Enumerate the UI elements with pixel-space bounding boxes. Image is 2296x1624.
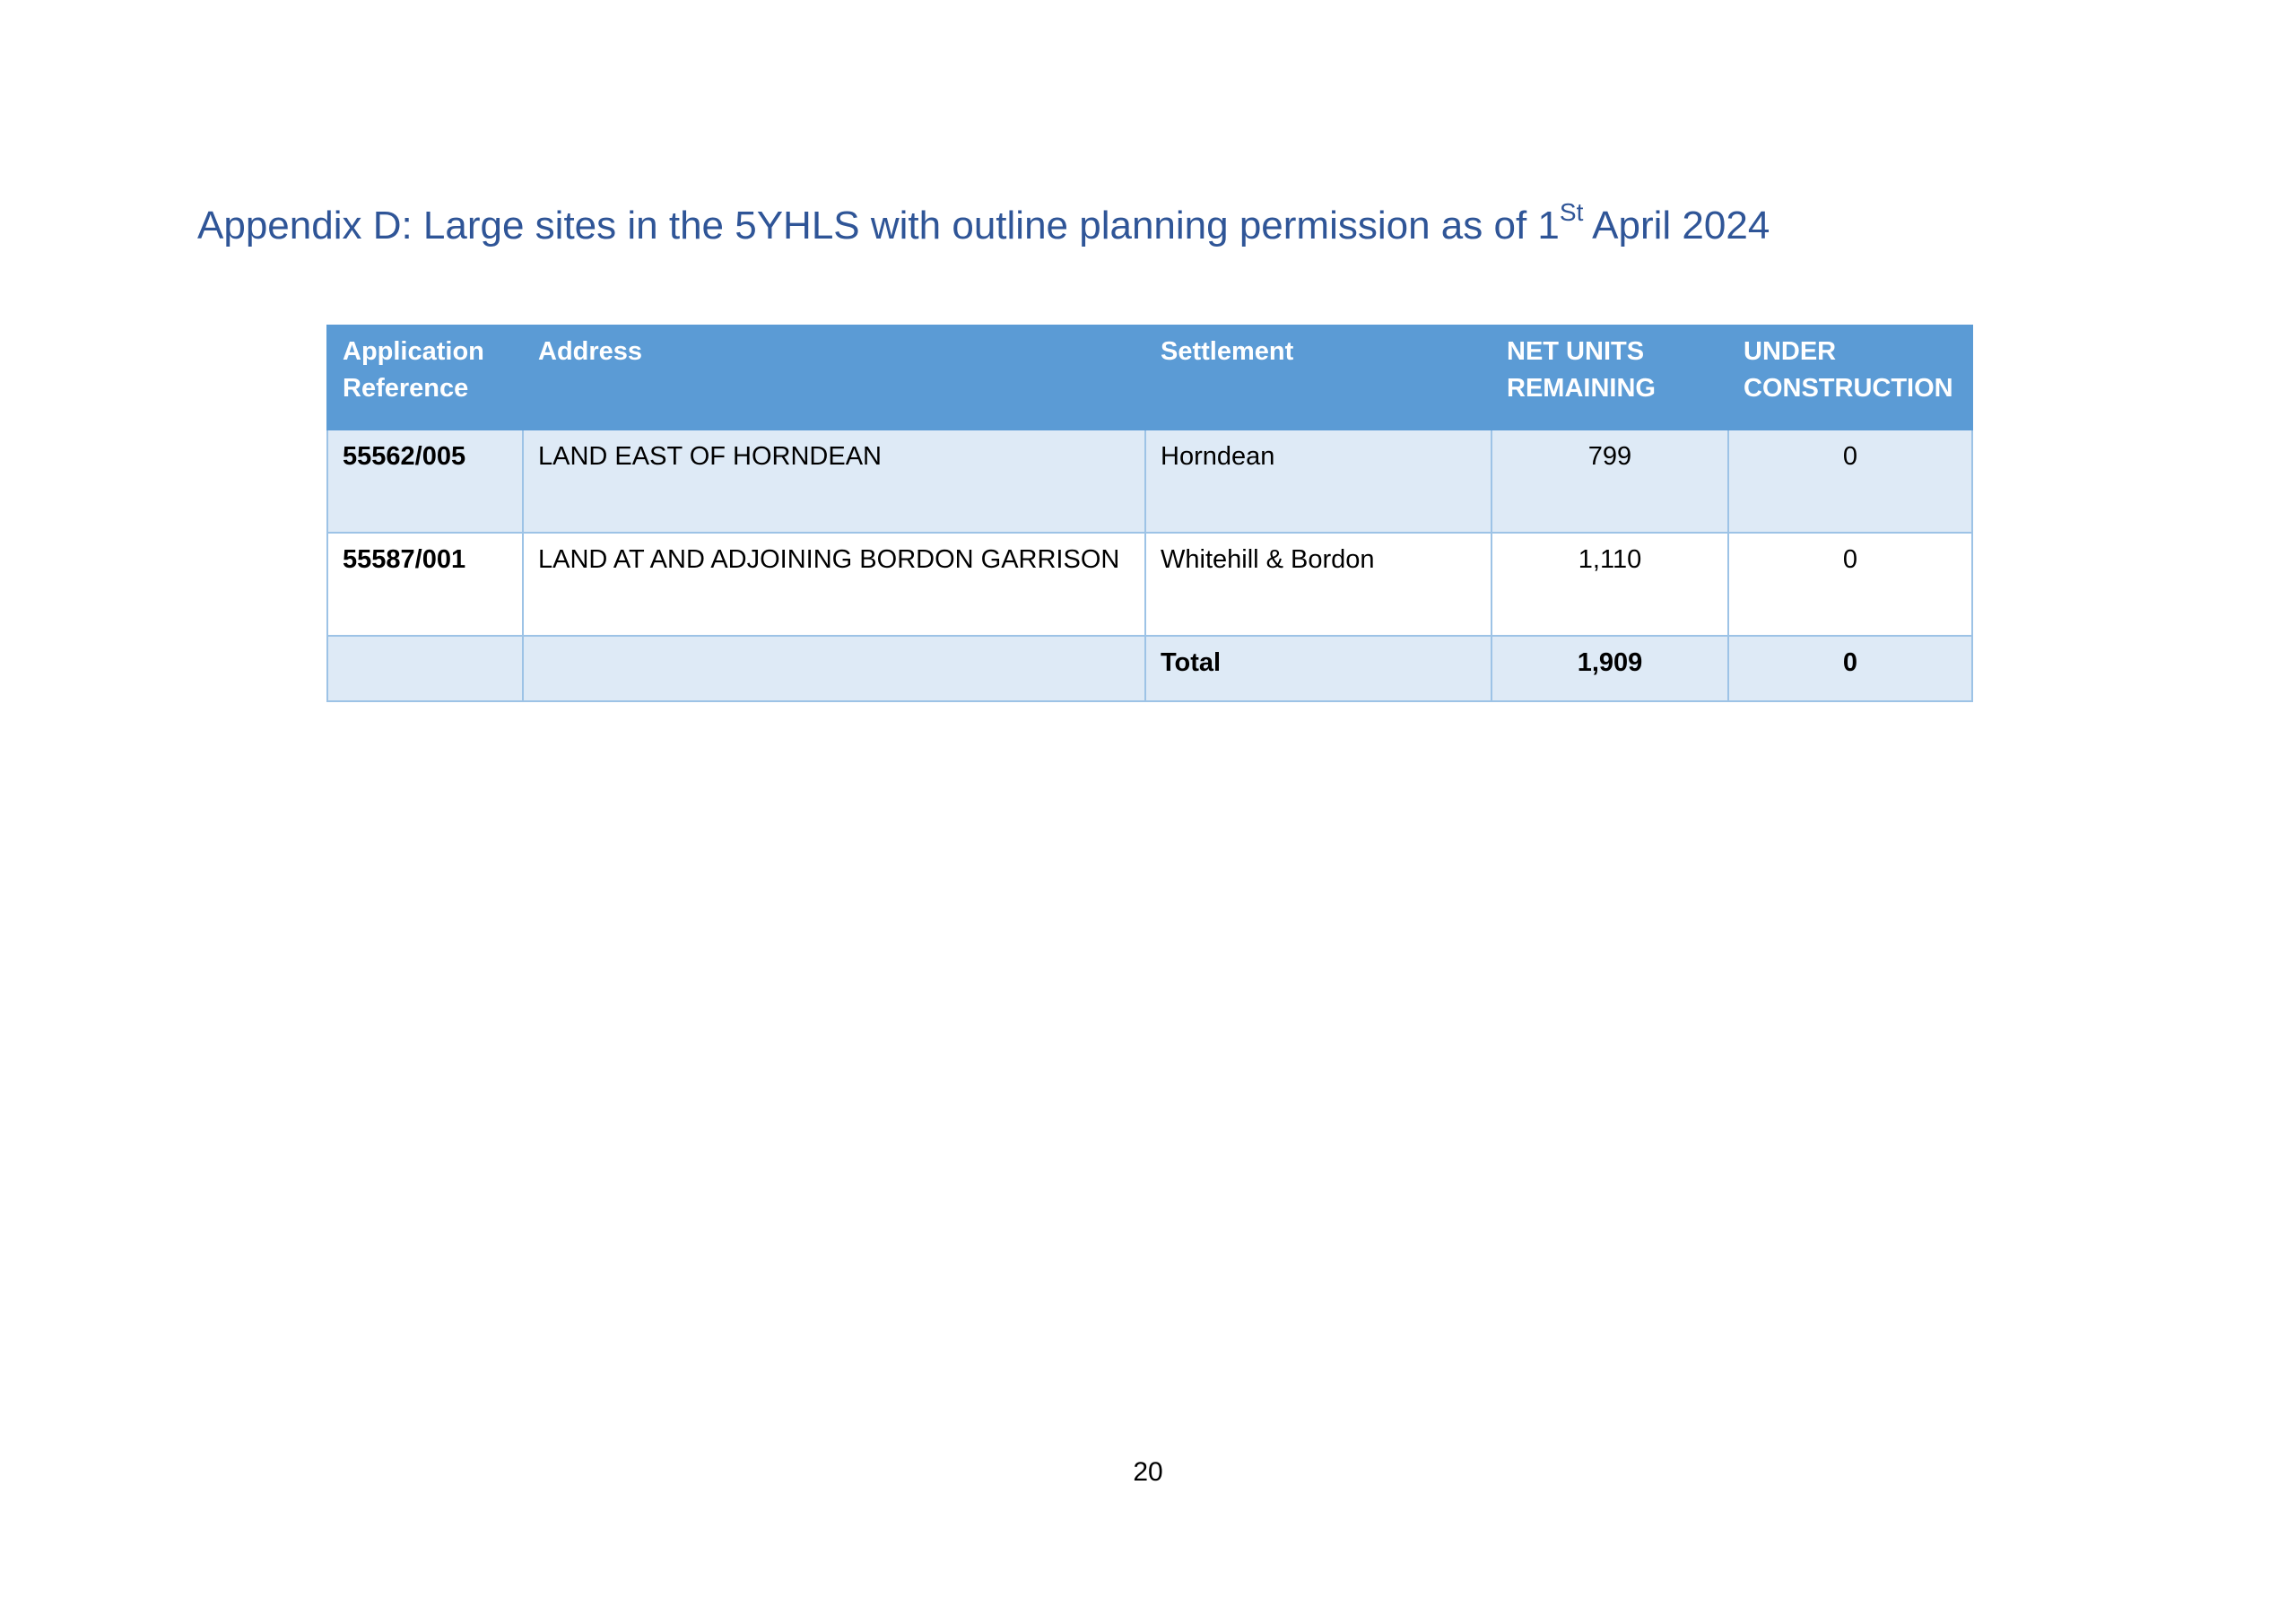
page-title-text-end: April 2024 — [1583, 204, 1770, 248]
header-address: Address — [523, 326, 1145, 430]
header-reference-line1: Application — [343, 337, 484, 366]
total-net-units: 1,909 — [1492, 636, 1728, 701]
header-application-reference — [327, 326, 523, 430]
cell-settlement: Whitehill & Bordon — [1145, 533, 1492, 636]
page-title-superscript: St — [1559, 198, 1584, 227]
header-reference-line2: Reference — [343, 374, 469, 403]
header-net-units-line1: NET UNITS — [1507, 337, 1645, 366]
header-under-construction-line1: UNDER — [1744, 337, 1837, 366]
table-row — [327, 430, 1972, 533]
cell-reference: 55562/005 — [327, 430, 523, 533]
cell-under-construction: 0 — [1728, 430, 1972, 533]
total-under-construction: 0 — [1728, 636, 1972, 701]
cell-empty — [523, 636, 1145, 701]
cell-empty — [327, 636, 523, 701]
header-under-construction-line2: CONSTRUCTION — [1744, 374, 1953, 403]
cell-net-units: 799 — [1492, 430, 1728, 533]
page-number: 20 — [1133, 1457, 1163, 1487]
header-net-units-line2: REMAINING — [1507, 374, 1656, 403]
header-settlement: Settlement — [1145, 326, 1492, 430]
header-under-construction — [1728, 326, 1972, 430]
page-title-text: Appendix D: Large sites in the 5YHLS with outline planning permission as of 1 — [197, 204, 1560, 248]
cell-address: LAND EAST OF HORNDEAN — [523, 430, 1145, 533]
cell-under-construction: 0 — [1728, 533, 1972, 636]
cell-settlement: Horndean — [1145, 430, 1492, 533]
total-row — [327, 636, 1972, 701]
total-label: Total — [1145, 636, 1492, 701]
header-net-units — [1492, 326, 1728, 430]
table-row — [327, 533, 1972, 636]
sites-table — [326, 325, 1973, 702]
page-title — [197, 194, 1770, 258]
cell-net-units: 1,110 — [1492, 533, 1728, 636]
table-header-row — [327, 326, 1972, 430]
cell-reference: 55587/001 — [327, 533, 523, 636]
cell-address: LAND AT AND ADJOINING BORDON GARRISON — [523, 533, 1145, 636]
